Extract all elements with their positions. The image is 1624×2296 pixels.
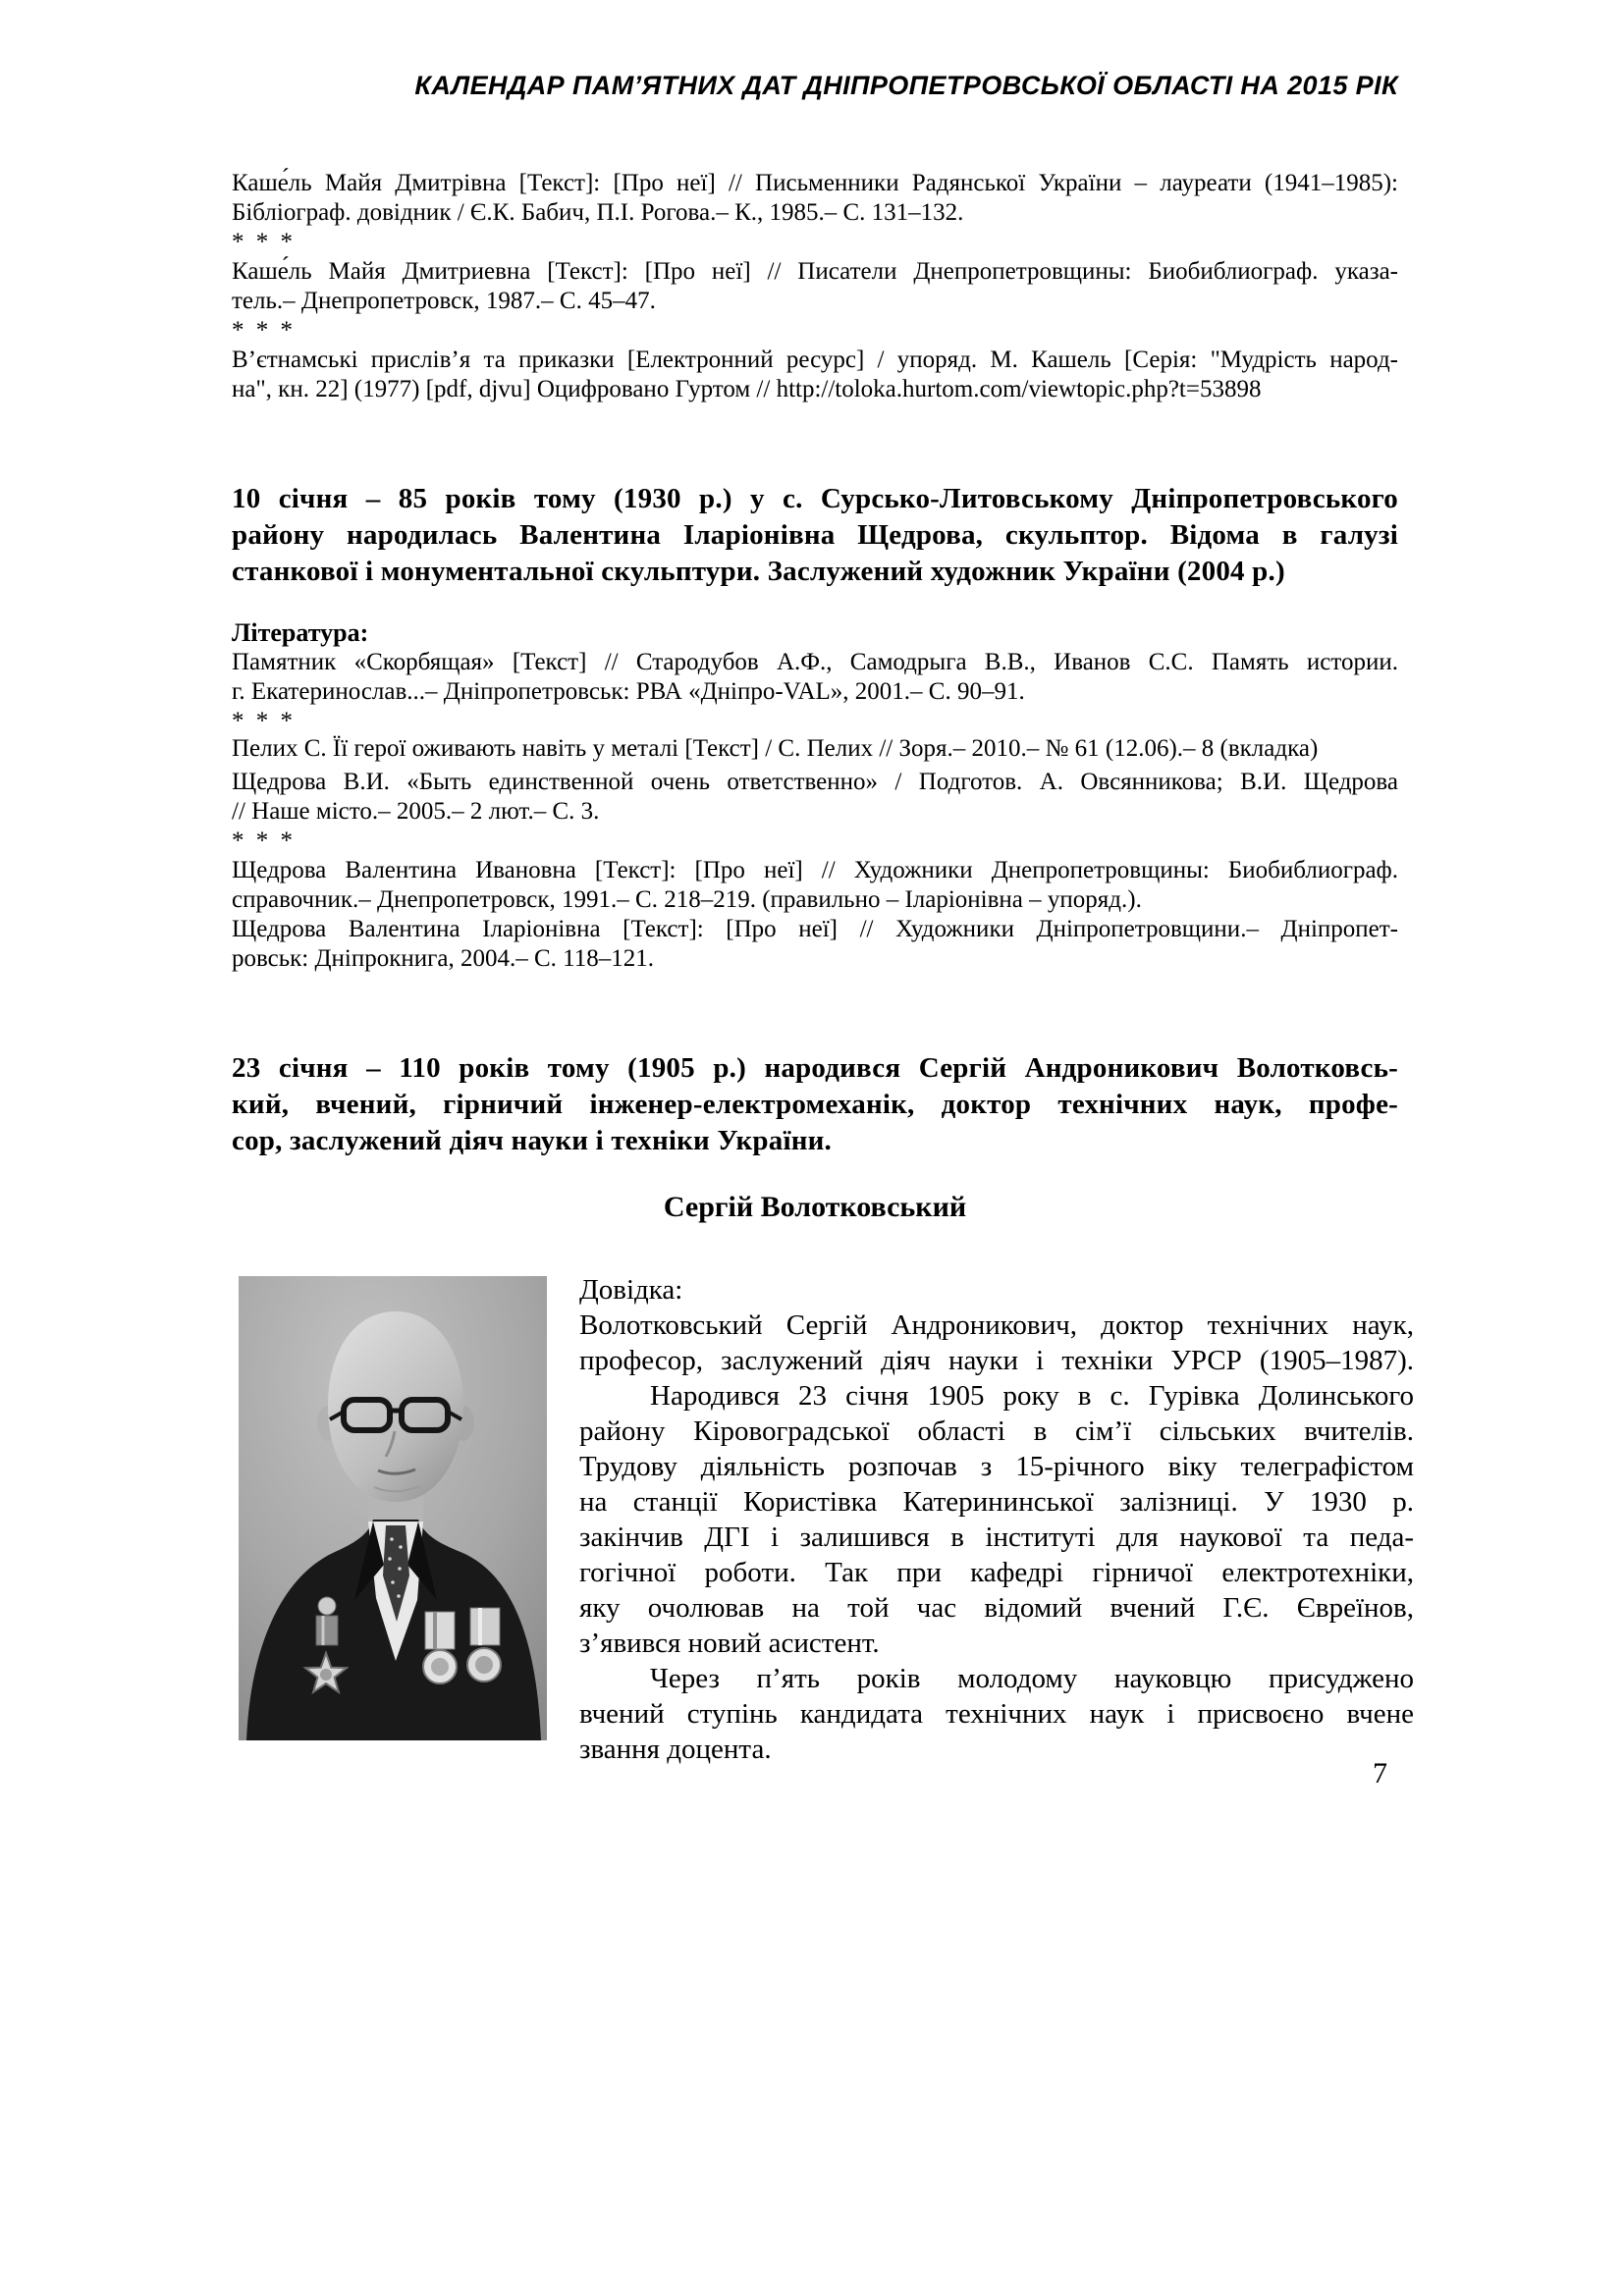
bio-line: на станції Користівка Катерининської залізниці. У 1930 р.	[579, 1486, 1414, 1518]
separator-stars: * * *	[232, 229, 296, 255]
bib-line: Щедрова Валентина Ивановна [Текст]: [Про неї] // Художники Днепропетровщины: Биобиблиограф.	[232, 857, 1398, 883]
bib-entry-khudozhniki-ru	[232, 856, 1398, 915]
bib-line: Бібліограф. довідник / Є.К. Бабич, П.І. Рогова.– К., 1985.– С. 131–132.	[232, 199, 964, 226]
heading-line: сор, заслужений діяч науки і техніки України.	[232, 1125, 832, 1156]
heading-line: станкової і монументальної скульптури. Заслужений художник України (2004 р.)	[232, 556, 1285, 587]
bib-entry-pelykh	[232, 734, 1398, 764]
bib-line: Каше́ль Майя Дмитрівна [Текст]: [Про неї] // Письменники Радянської України – лауреати (1941–1985):	[232, 170, 1398, 196]
bib-entry-pamyatnik	[232, 648, 1398, 707]
biography-column	[579, 1272, 1414, 1767]
bib-line: ровськ: Дніпрокнига, 2004.– С. 118–121.	[232, 945, 655, 972]
biography-intro	[579, 1308, 1414, 1378]
bio-line: Через п’ять років молодому науковцю присуджено	[650, 1663, 1414, 1694]
bib-entry-kashel-electronic	[232, 346, 1398, 404]
bib-entry-khudozhniki-ua	[232, 915, 1398, 974]
bio-line: професор, заслужений діяч науки і техніки УРСР (1905–1987).	[579, 1345, 1414, 1376]
bio-line: Народився 23 січня 1905 року в с. Гурівка Долинського	[650, 1380, 1414, 1412]
bio-line: району Кіровоградської області в сім’ї сільських вчителів.	[579, 1415, 1414, 1447]
bib-line: на", кн. 22] (1977) [pdf, djvu] Оцифровано Гуртом // http://toloka.hurtom.com/viewtopic.php?t=53898	[232, 376, 1262, 402]
bib-line: Щедрова В.И. «Быть единственной очень ответственно» / Подготов. А. Овсянникова; В.И. Щедрова	[232, 769, 1398, 795]
bio-line: Трудову діяльність розпочав з 15-річного віку телеграфістом	[579, 1451, 1414, 1482]
bib-line: г. Екатеринослав...– Дніпропетровськ: РВА «Дніпро-VAL», 2001.– С. 90–91.	[232, 678, 1025, 705]
event-heading-volotkovsky	[232, 1050, 1398, 1159]
separator-stars: * * *	[232, 828, 296, 854]
biography-outro	[579, 1661, 1414, 1767]
bib-entry-nashe-misto	[232, 768, 1398, 827]
bib-line: Щедрова Валентина Іларіонівна [Текст]: [Про неї] // Художники Дніпропетровщини.– Дніпропет-	[232, 916, 1398, 942]
bib-entry-kashel-ua	[232, 169, 1398, 228]
bib-line: справочник.– Днепропетровск, 1991.– С. 218–219. (правильно – Іларіонівна – упоряд.).	[232, 886, 1142, 913]
portrait-photo	[239, 1276, 547, 1740]
bib-entry-kashel-ru	[232, 257, 1398, 316]
bio-line: звання доцента.	[579, 1734, 772, 1765]
biography-main	[579, 1378, 1414, 1661]
bio-line: Волотковський Сергій Андроникович, доктор технічних наук,	[579, 1309, 1414, 1341]
event-heading-shchedrova	[232, 481, 1398, 590]
running-header: КАЛЕНДАР ПАМ’ЯТНИХ ДАТ ДНІПРОПЕТРОВСЬКОЇ ОБЛАСТІ НА 2015 РІК	[414, 71, 1398, 100]
heading-line: кий, вчений, гірничий інженер-електромеханік, доктор технічних наук, профе-	[232, 1089, 1398, 1120]
bio-line: вчений ступінь кандидата технічних наук і присвоєно вчене	[579, 1698, 1414, 1730]
bib-line: Пелих С. Її герої оживають навіть у металі [Текст] / С. Пелих // Зоря.– 2010.– № 61 (12.06).– 8 (вкладка)	[232, 735, 1319, 762]
separator-stars: * * *	[232, 317, 296, 344]
literature-label: Література:	[232, 618, 369, 647]
heading-line: району народилась Валентина Іларіонівна Щедрова, скульптор. Відома в галузі	[232, 519, 1398, 551]
dovidka-label-para	[579, 1272, 1414, 1308]
bib-line: Каше́ль Майя Дмитриевна [Текст]: [Про неї] // Писатели Днепропетровщины: Биобиблиограф. указа-	[232, 258, 1398, 285]
bib-line: В’єтнамські прислів’я та приказки [Електронний ресурс] / упоряд. М. Кашель [Серія: "Мудрість народ-	[232, 347, 1398, 373]
separator-stars: * * *	[232, 708, 296, 734]
heading-line: 10 січня – 85 років тому (1930 р.) у с. Сурсько-Литовському Дніпропетровського	[232, 483, 1398, 514]
bio-line: з’явився новий асистент.	[579, 1628, 880, 1659]
bio-line: гогічної роботи. Так при кафедрі гірничої електротехніки,	[579, 1557, 1414, 1588]
bib-line: Памятник «Скорбящая» [Текст] // Стародубов А.Ф., Самодрыга В.В., Иванов С.С. Память истории.	[232, 649, 1398, 675]
medal-ribbon-left	[423, 1612, 457, 1683]
page-number: 7	[1373, 1757, 1387, 1789]
portrait-photo-drawing	[239, 1276, 547, 1740]
medal-ribbon-right	[467, 1608, 501, 1682]
person-name-heading: Сергій Волотковський	[663, 1191, 967, 1223]
bib-line: // Наше місто.– 2005.– 2 лют.– С. 3.	[232, 798, 600, 825]
bio-line: закінчив ДГІ і залишився в інституті для наукової та педа-	[579, 1522, 1414, 1553]
bib-line: тель.– Днепропетровск, 1987.– С. 45–47.	[232, 288, 656, 314]
bio-line: яку очолював на той час відомий вчений Г.Є. Євреїнов,	[579, 1592, 1414, 1624]
dovidka-label: Довідка:	[579, 1274, 683, 1306]
heading-line: 23 січня – 110 років тому (1905 р.) народився Сергій Андроникович Волотковсь-	[232, 1052, 1398, 1084]
